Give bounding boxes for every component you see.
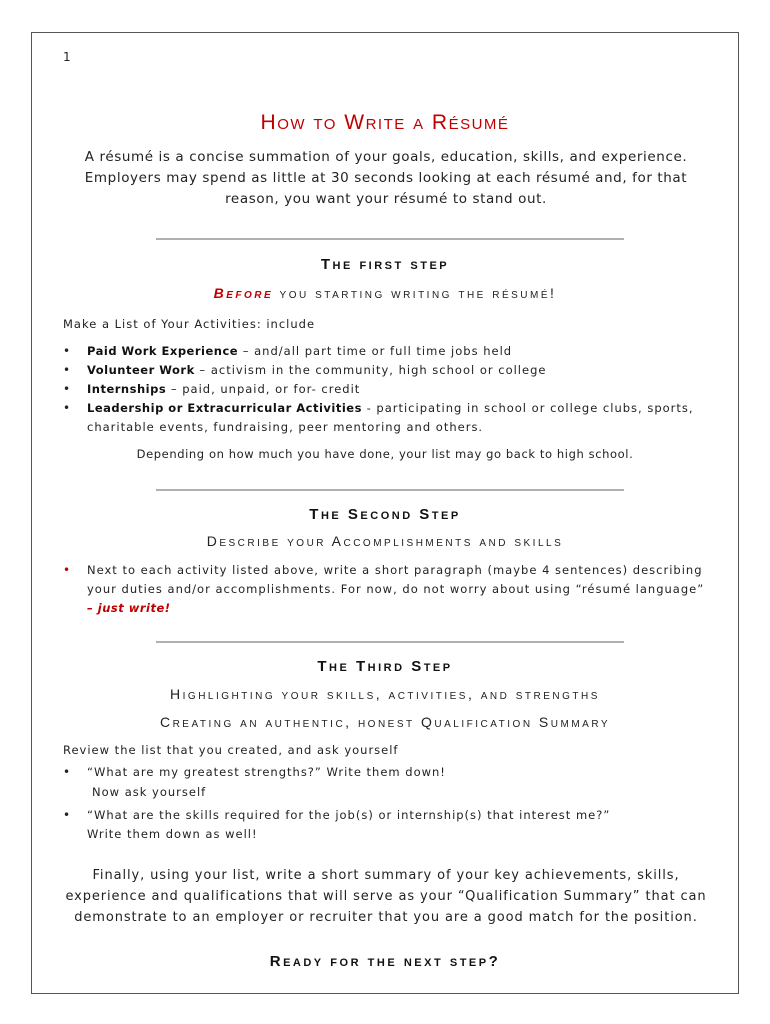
step1-lead: Make a List of Your Activities: include — [63, 317, 316, 331]
step1-heading: The first step — [320, 256, 450, 273]
document-page — [31, 32, 739, 994]
question-text: “What are the skills required for the job(s) or internship(s) that interest me?” — [87, 808, 611, 822]
intro-paragraph: A résumé is a concise summation of your goals, education, skills, and experience. Employers may spend as little at 30 seconds looking at each résumé and, for that reason, you want your résumé to stand out. — [84, 149, 688, 207]
list-item: • “What are the skills required for the job(s) or internship(s) that interest me?” — [63, 808, 611, 822]
step2-heading: The Second Step — [309, 506, 461, 523]
item-term: Volunteer Work — [87, 363, 195, 377]
step2-subheading: Describe your Accomplishments and skills — [206, 533, 564, 549]
step2-item-emphasis: – just write! — [87, 601, 171, 615]
step3-followup-2: Write them down as well! — [87, 827, 258, 841]
step1-subheading-emphasis: Before — [213, 285, 274, 301]
step2-item-text: Next to each activity listed above, write a short paragraph (maybe 4 sentences) describing your duties and/or accomplishments. For now, do not worry about using “résumé language” — [87, 563, 705, 596]
item-desc: – activism in the community, high school or college — [194, 363, 547, 377]
step3-lead: Review the list that you created, and ask yourself — [63, 743, 399, 757]
step2-list — [63, 561, 713, 618]
activities-list — [63, 342, 713, 437]
step3-question-2 — [63, 806, 713, 825]
item-desc: – and/all part time or full time jobs held — [238, 344, 513, 358]
closing-paragraph: Finally, using your list, write a short summary of your key achievements, skills, experience and qualifications that will serve as your “Qualification Summary” that can demonstrate to an employer or recruiter that you are a good match for the position. — [65, 868, 707, 925]
section-divider — [156, 489, 624, 491]
section-divider — [156, 641, 624, 643]
step3-question-1 — [63, 763, 713, 782]
item-term: Leadership or Extracurricular Activities — [87, 401, 362, 415]
item-term: Paid Work Experience — [87, 344, 239, 358]
item-desc: – paid, unpaid, or for- credit — [166, 382, 361, 396]
list-item: • Next to each activity listed above, write a short paragraph (maybe 4 sentences) describing your duties and/or accomplishments. For now, do not worry about using “résumé language” – just write! — [63, 563, 705, 615]
list-item: • Internships – paid, unpaid, or for- credit — [63, 382, 361, 396]
item-term: Internships — [87, 382, 167, 396]
question-text: “What are my greatest strengths?” Write them down! — [87, 765, 446, 779]
list-item: • Volunteer Work – activism in the community, high school or college — [63, 363, 547, 377]
list-item: • “What are my greatest strengths?” Write them down! — [63, 765, 446, 779]
step3-subheading-1: Highlighting your skills, activities, and strengths — [170, 686, 600, 702]
step1-subheading — [32, 285, 738, 301]
step1-note: Depending on how much you have done, your list may go back to high school. — [136, 447, 634, 461]
document-title: How to Write a Résumé — [260, 111, 510, 134]
step3-followup-1: Now ask yourself — [92, 785, 207, 799]
section-divider — [156, 238, 624, 240]
step3-subheading-2: Creating an authentic, honest Qualification Summary — [159, 714, 611, 730]
page-number: 1 — [63, 50, 71, 64]
step3-heading: The Third Step — [317, 658, 453, 675]
next-step-heading: Ready for the next step? — [269, 953, 501, 970]
list-item: • Leadership or Extracurricular Activities - participating in school or college clubs, sports, charitable events, fundraising, peer mentoring and others. — [63, 401, 694, 434]
list-item: • Paid Work Experience – and/all part time or full time jobs held — [63, 344, 513, 358]
item-desc: - participating in school or college clubs, sports, charitable events, fundraising, peer mentoring and others. — [87, 401, 694, 434]
step1-subheading-text: you starting writing the résumé! — [273, 285, 557, 301]
